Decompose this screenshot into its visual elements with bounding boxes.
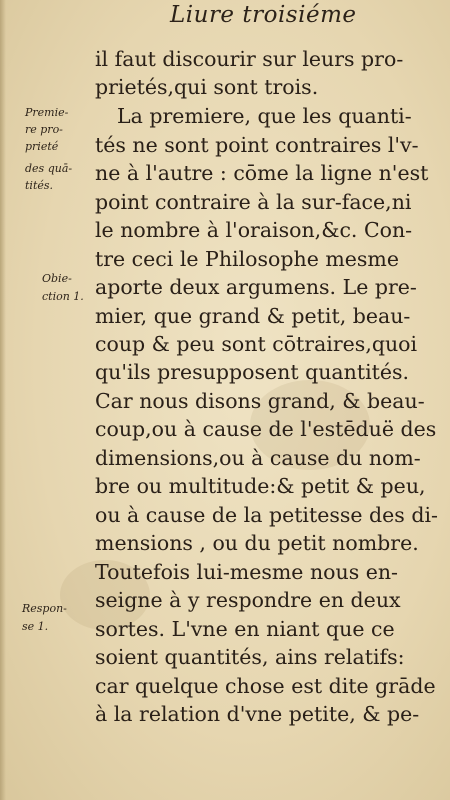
text-line: Car nous disons grand, & beau- [95,389,425,413]
text-line: qu'ils presupposent quantités. [95,360,410,384]
text-line: sortes. L'vne en niant que ce [95,617,395,641]
page-edge-shadow [0,0,6,800]
margin-note: Premie- [25,106,69,119]
text-line: soient quantités, ains relatifs: [95,645,405,669]
text-line: bre ou multitude:& petit & peu, [95,474,426,498]
text-line: coup,ou à cause de l'estēduë des [95,417,437,441]
text-line: à la relation d'vne petite, & pe- [95,702,420,726]
margin-note: ction 1. [42,290,84,303]
margin-note: prieté [25,140,59,153]
text-line: le nombre à l'oraison,&c. Con- [95,218,413,242]
margin-note: Respon- [22,602,67,615]
text-line: il faut discourir sur leurs pro- [95,47,404,71]
margin-note: des quā- [25,162,73,175]
running-header: Liure troisiéme [170,2,357,28]
text-line: point contraire à la sur-face,ni [95,190,412,214]
text-line: mensions , ou du petit nombre. [95,531,419,555]
text-line: coup & peu sont cōtraires,quoi [95,332,418,356]
text-line: prietés,qui sont trois. [95,75,319,99]
text-line: aporte deux argumens. Le pre- [95,275,417,299]
text-line: Toutefois lui-mesme nous en- [95,560,398,584]
text-line: La premiere, que les quanti- [117,104,412,128]
text-line: tés ne sont point contraires l'v- [95,133,419,157]
margin-note: re pro- [25,123,63,136]
text-line: ou à cause de la petitesse des di- [95,503,438,527]
text-line: car quelque chose est dite grāde [95,674,436,698]
margin-note: tités. [25,179,54,192]
text-line: mier, que grand & petit, beau- [95,304,411,328]
text-line: seigne à y respondre en deux [95,588,401,612]
margin-note: se 1. [22,620,49,633]
text-line: dimensions,ou à cause du nom- [95,446,421,470]
text-line: ne à l'autre : cōme la ligne n'est [95,161,429,185]
margin-note: Obie- [42,272,72,285]
text-line: tre ceci le Philosophe mesme [95,247,400,271]
